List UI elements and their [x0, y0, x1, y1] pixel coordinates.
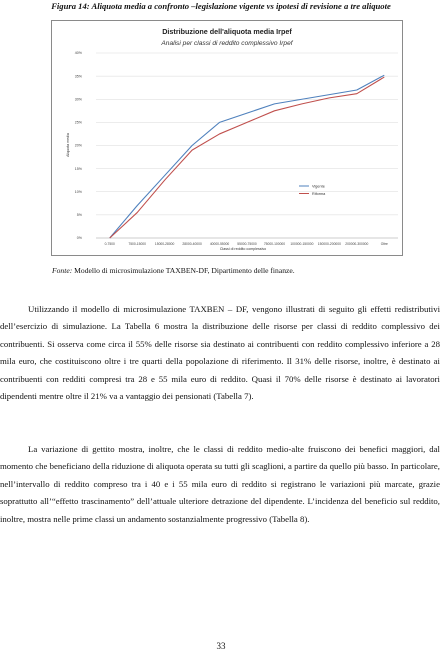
y-tick-label: 15% — [74, 166, 82, 171]
legend-label-riforma: Riforma — [312, 191, 326, 196]
x-tick-label: Oltre — [380, 242, 388, 246]
source-text: Modello di microsimulazione TAXBEN-DF, Dipartimento delle finanze. — [72, 266, 295, 275]
source-label: Fonte: — [52, 266, 73, 275]
x-tick-label: 28000-40000 — [182, 242, 202, 246]
x-tick-label: 150000-200000 — [317, 242, 341, 246]
aliquota-line-chart — [52, 21, 402, 255]
x-tick-label: 15000-28000 — [154, 242, 175, 246]
series-line-riforma — [110, 77, 385, 238]
chart-subtitle: Analisi per classi di reddito complessivo Irpef — [161, 40, 293, 47]
x-tick-label: 100000-150000 — [290, 242, 314, 246]
y-tick-label: 35% — [74, 74, 82, 79]
y-tick-label: 30% — [74, 97, 82, 102]
y-tick-label: 25% — [74, 120, 82, 125]
x-tick-label: 55000-75000 — [237, 242, 257, 246]
y-tick-label: 0% — [76, 236, 82, 241]
x-tick-label: 200000-300000 — [345, 242, 369, 246]
body-paragraph-1: Utilizzando il modello di microsimulazione TAXBEN – DF, vengono illustrati di seguito gli effetti redistributivi dell’esercizio di simulazione. La Tabella 6 mostra la distribuzione delle risorse per classi di reddito complessivo dei contribuenti. Si osserva come circa il 55% delle risorse sia destinato ai contribuenti con reddito complessivo inferiore a 28 mila euro, che costituiscono oltre i tre quarti della popolazione di riferimento. Il 31% delle risorse, inoltre, è destinato ai contribuenti con redditi compresi tra 28 e 55 mila euro di reddito. Quasi il 70% delle risorse è destinato ai lavoratori dipendenti mentre oltre il 21% va a vantaggio dei pensionati (Tabella 7). — [0, 304, 440, 402]
page-number: 33 — [216, 641, 226, 651]
figure-caption: Figura 14: Aliquota media a confronto –legislazione vigente vs ipotesi di revisione a tre aliquote — [51, 1, 391, 11]
body-paragraph-2: La variazione di gettito mostra, inoltre, che le classi di reddito medio-alte fruiscono dei benefici maggiori, dal momento che beneficiano della riduzione di aliquota operata su tutti gli scaglioni, a partire da quello più basso. In particolare, nell’intervallo di reddito compreso tra i 40 e i 55 mila euro di reddito si registrano le variazioni più marcate, grazie soprattutto all’“effetto trascinamento” dell’attuale ulteriore detrazione del dipendente. L’incidenza del beneficio sul reddito, inoltre, mostra nelle prime classi un andamento sostanzialmente progressivo (Tabella 8). — [0, 444, 440, 524]
chart-frame — [51, 20, 403, 256]
y-axis-label: Aliquota media — [66, 133, 70, 157]
x-tick-label: 0-7500 — [104, 242, 115, 246]
y-tick-label: 5% — [76, 213, 82, 218]
x-tick-label: 7500-15000 — [128, 242, 146, 246]
y-tick-label: 40% — [74, 51, 82, 56]
x-axis-label: Classi di reddito complessivo — [219, 247, 267, 251]
chart-title: Distribuzione dell'aliquota media Irpef — [162, 27, 292, 36]
figure-source — [52, 266, 295, 275]
x-tick-label: 40000-55000 — [209, 242, 230, 246]
y-tick-label: 10% — [74, 189, 82, 194]
y-tick-label: 20% — [74, 143, 82, 148]
x-tick-label: 75000-100000 — [263, 242, 286, 246]
series-line-vigente — [110, 75, 385, 238]
legend-label-vigente: Vigente — [312, 184, 325, 189]
